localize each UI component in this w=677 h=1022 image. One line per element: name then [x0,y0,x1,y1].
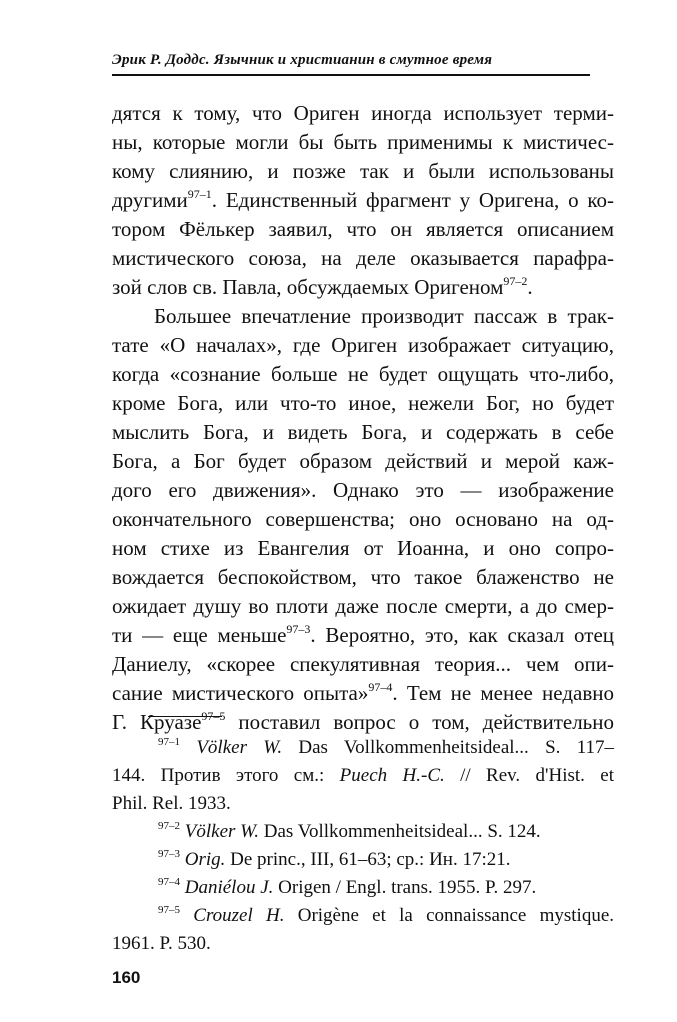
text-line: кроме Бога, или что-то иное, нежели Бог, но будет [112,391,614,415]
header-rule [112,74,590,76]
text-line: когда «сознание больше не будет ощущать что-либо, [112,362,614,386]
text-line: ном стихе из Евангелия от Иоанна, и оно сопро- [112,536,614,560]
text-line: ны, которые могли бы быть применимы к мистичес- [112,130,614,154]
text-line: мыслить Бога, и видеть Бога, и содержать в себе [112,420,614,444]
text-line: зой слов св. Павла, обсуждаемых Оригеном$^{97-2}$. [112,274,533,299]
footnote-97-1-end: Phil. Rel. 1933. [112,793,231,814]
text-line: сание мистического опыта»$^{97-4}$. Тем не менее недавно [112,680,614,705]
footnote-97-1: $^{97-1}$ Völker W. Das Vollkommenheitsideal... S. 117– [158,736,614,758]
footnote-97-4: $^{97-4}$ Daniélou J. Origen / Engl. trans. 1955. P. 297. [158,876,537,898]
footnote-ref[interactable]: 97–2 [503,274,528,288]
text-line: Бога, а Бог будет образом действий и мерой каж- [112,449,614,473]
page-number: 160 [112,968,141,987]
text-line: другими$^{97-1}$. Единственный фрагмент у Оригена, о ко- [112,187,614,212]
footnote-97-3: $^{97-3}$ Orig. De princ., III, 61–63; ср.: Ин. 17:21. [158,848,511,870]
text-line: окончательного совершенства; оно основано на од- [112,507,614,531]
text-line: кому слиянию, и позже так и были использованы [112,159,614,183]
text-line: Даниелу, «скорее спекулятивная теория... чем опи- [112,652,614,676]
main-text [112,99,614,737]
text-line: ожидает душу во плоти даже после смерти, а до смер- [112,594,614,618]
text-line: тате «О началах», где Ориген изображает ситуацию, [112,333,614,357]
footnote-rule [148,716,222,717]
text-line: дятся к тому, что Ориген иногда использует терми- [112,101,614,125]
footnote-ref[interactable]: 97–1 [187,187,212,201]
text-line: Г. Круазе$^{97-5}$ поставил вопрос о том, действительно [112,709,614,734]
text-line: ти — еще меньше$^{97-3}$. Вероятно, это, как сказал отец [112,622,614,647]
text-line: дого его движения». Однако это — изображение [112,478,614,502]
text-line: мистического союза, на деле оказывается парафра- [112,246,614,270]
footnotes [112,734,614,958]
footnote-97-2: $^{97-2}$ Völker W. Das Vollkommenheitsideal... S. 124. [158,820,541,842]
running-header: Эрик Р. Доддс. Язычник и христианин в смутное время [112,52,493,68]
footnote-ref[interactable]: 97–5 [201,709,226,723]
footnote-97-5: $^{97-5}$ Crouzel H. Origène et la connaissance mystique. [158,904,615,926]
paragraph-start: Большее впечатление производит пассаж в трак- [154,304,614,328]
footnote-97-5-end: 1961. P. 530. [112,933,211,954]
text-line: вождается беспокойством, что такое блаженство не [112,565,614,589]
text-line: тором Фёлькер заявил, что он является описанием [112,217,614,241]
footnote-ref[interactable]: 97–4 [368,680,393,694]
footnote-97-1-cont: 144. Против этого см.: Puech H.-C. // Rev. d'Hist. et [112,765,614,786]
footnote-ref[interactable]: 97–3 [286,622,311,636]
